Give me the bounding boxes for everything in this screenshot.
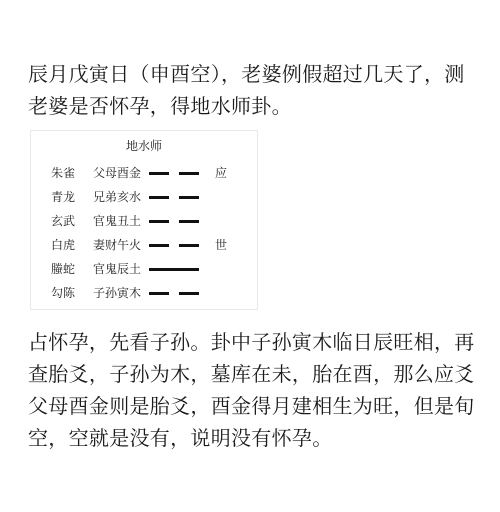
position-mark: 应 <box>215 166 228 180</box>
hexagram-line <box>31 235 257 255</box>
yang-line-bar <box>149 268 199 271</box>
relation-label: 妻财午火 <box>93 238 142 252</box>
hexagram-line <box>31 259 257 279</box>
six-spirit-label: 青龙 <box>51 190 76 204</box>
relation-label: 兄弟亥水 <box>93 190 142 204</box>
yin-line-segment <box>149 196 169 199</box>
relation-label: 父母酉金 <box>93 166 142 180</box>
relation-label: 官鬼辰土 <box>93 262 142 276</box>
six-spirit-label: 朱雀 <box>51 166 76 180</box>
six-spirit-label: 勾陈 <box>51 286 76 300</box>
yin-line-segment <box>179 292 199 295</box>
six-spirit-label: 玄武 <box>51 214 76 228</box>
yin-line-segment <box>149 220 169 223</box>
position-mark: 世 <box>215 238 228 252</box>
yin-line-segment <box>149 172 169 175</box>
intro-paragraph: 辰月戊寅日（申酉空），老婆例假超过几天了，测老婆是否怀孕，得地水师卦。 <box>28 62 465 118</box>
yin-line-segment <box>179 172 199 175</box>
six-spirit-label: 螣蛇 <box>51 262 76 276</box>
yin-line-segment <box>149 244 169 247</box>
hexagram-line <box>31 211 257 231</box>
yin-line-segment <box>149 292 169 295</box>
six-spirit-label: 白虎 <box>51 238 76 252</box>
yin-line-segment <box>179 220 199 223</box>
hexagram-line <box>31 283 257 303</box>
yin-line-segment <box>179 244 199 247</box>
hexagram-line <box>31 163 257 183</box>
hexagram-title: 地水师 <box>125 139 162 153</box>
relation-label: 官鬼丑土 <box>93 214 142 228</box>
yin-line-segment <box>179 196 199 199</box>
relation-label: 子孙寅木 <box>93 286 142 300</box>
hexagram-line <box>31 187 257 207</box>
hexagram-figure <box>30 130 258 310</box>
analysis-paragraph: 占怀孕，先看子孙。卦中子孙寅木临日辰旺相，再查胎爻，子孙为木，墓库在未，胎在酉，那么应爻父母酉金则是胎爻，酉金得月建相生为旺，但是旬空，空就是没有，说明没有怀孕。 <box>28 330 475 450</box>
